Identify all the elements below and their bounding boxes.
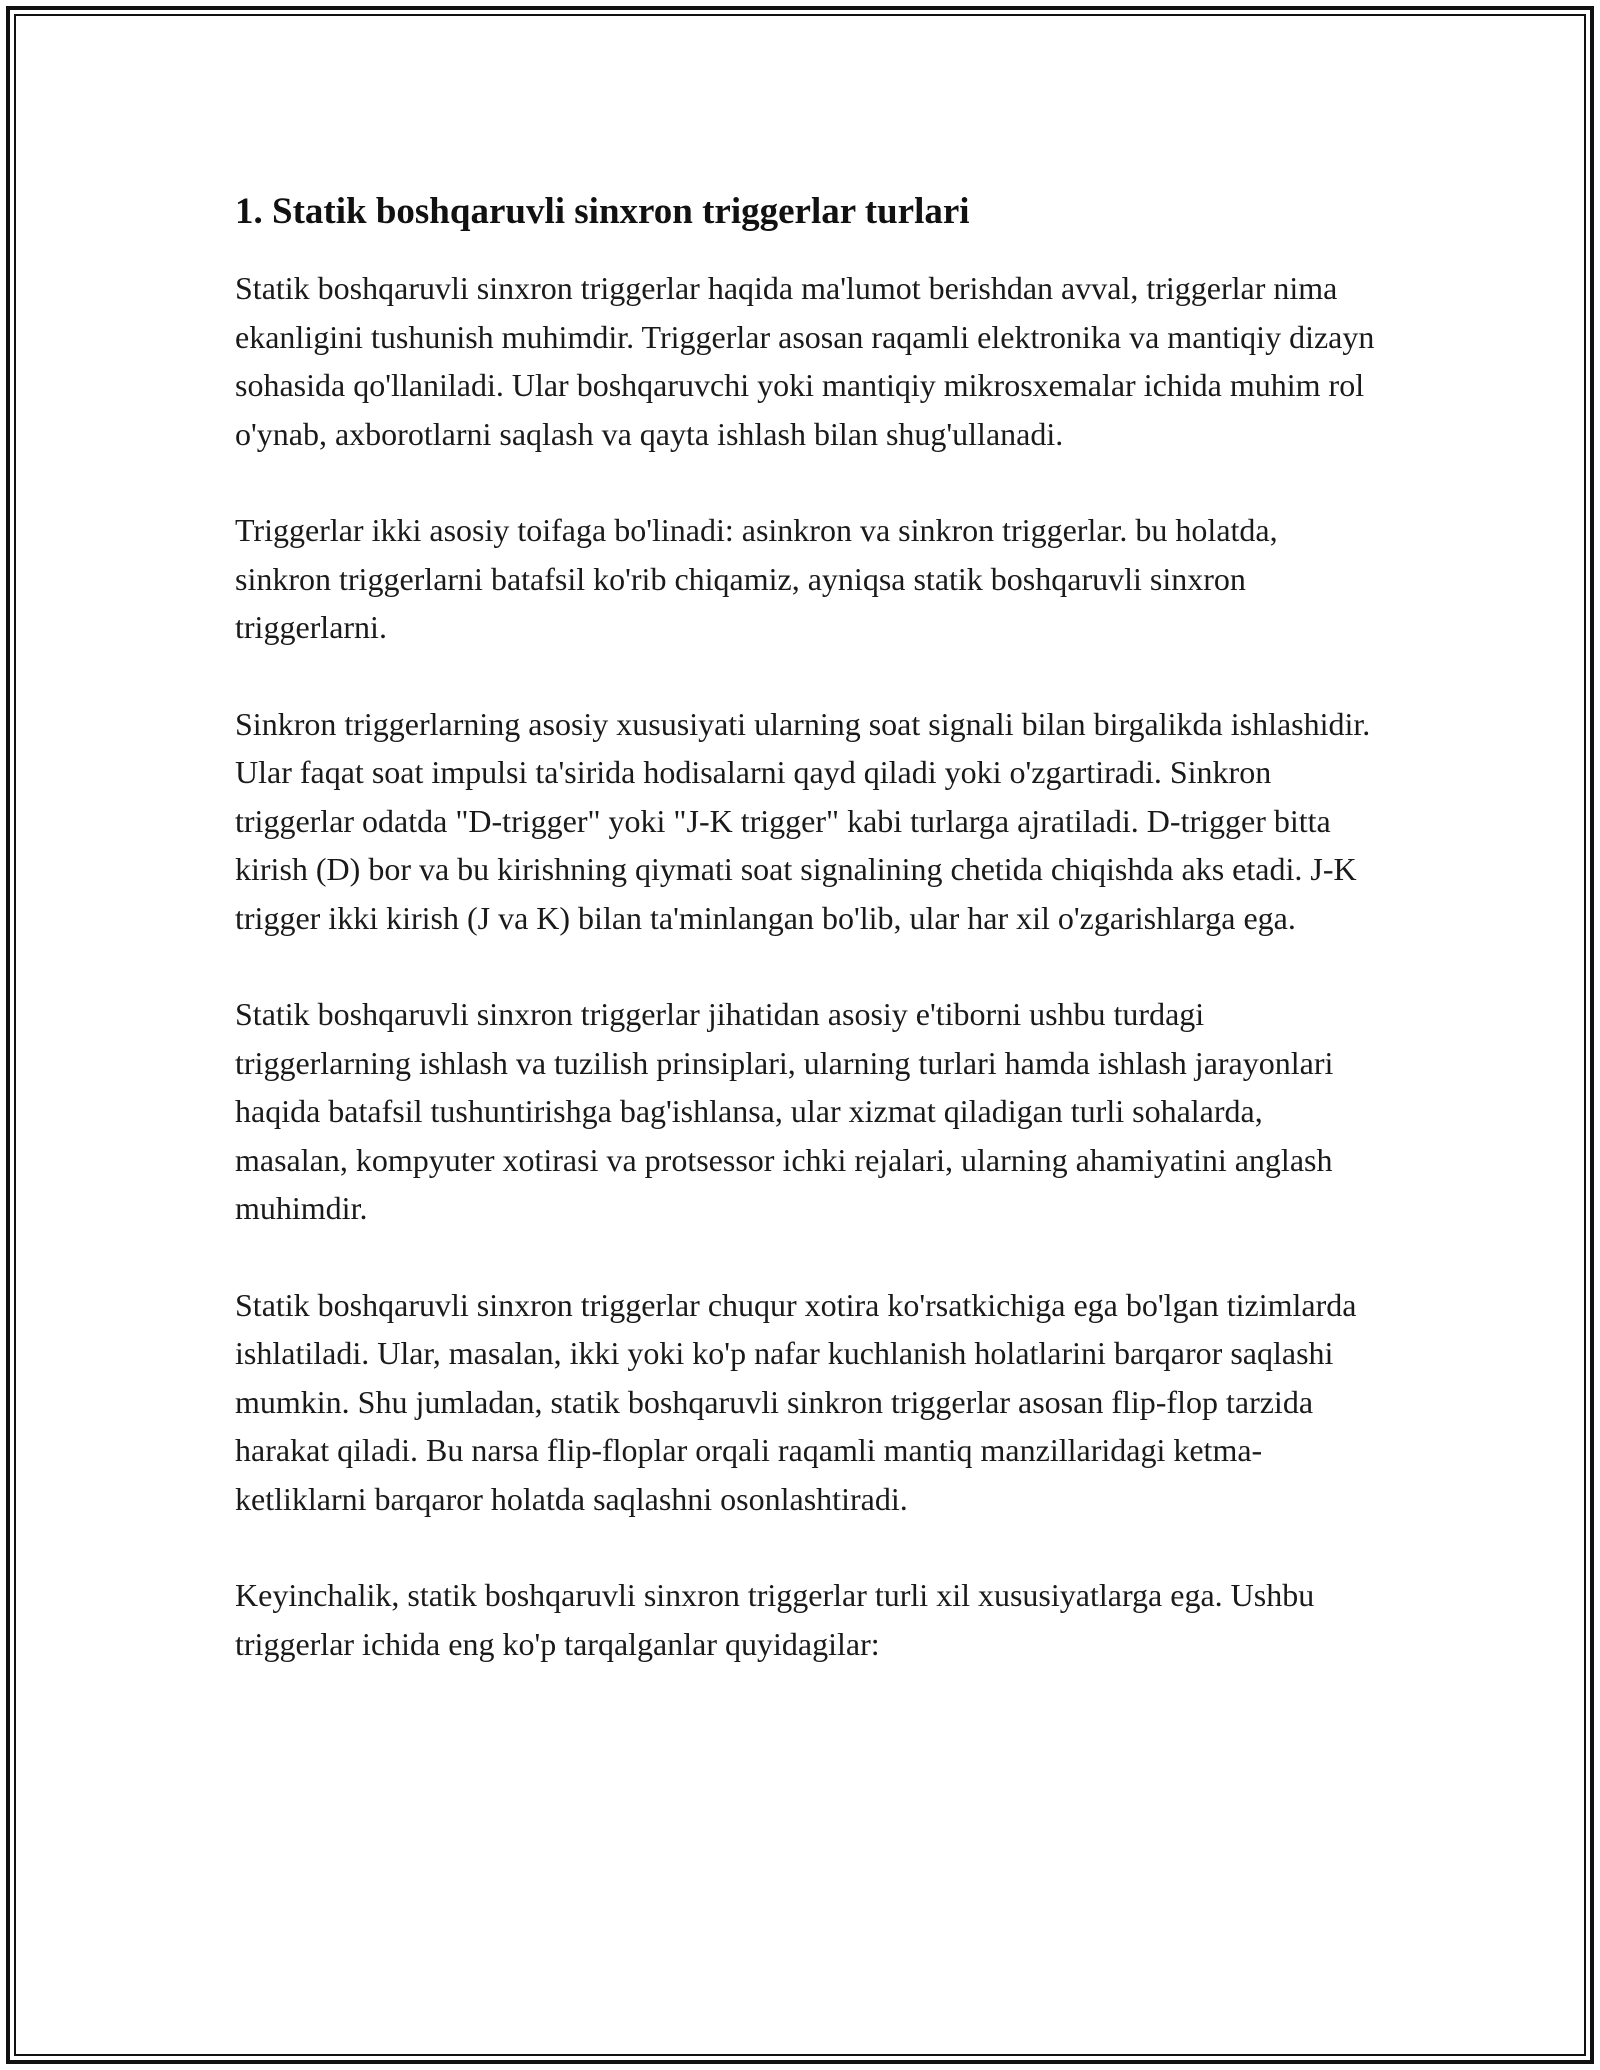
paragraph-conclusion: Keyinchalik, statik boshqaruvli sinxron triggerlar turli xil xususiyatlarga ega. Ushbu triggerlar ichida eng ko'p tarqalganlar quyidagilar: (235, 1577, 1315, 1662)
document-body (235, 188, 1375, 1716)
paragraph-categories: Triggerlar ikki asosiy toifaga bo'linadi: asinkron va sinkron triggerlar. bu holatda, sinkron triggerlarni batafsil ko'rib chiqamiz, ayniqsa statik boshqaruvli sinxron triggerlarni. (235, 512, 1278, 645)
paragraph-memory-usage: Statik boshqaruvli sinxron triggerlar chuqur xotira ko'rsatkichiga ega bo'lgan tizimlarda ishlatiladi. Ular, masalan, ikki yoki ko'p nafar kuchlanish holatlarini barqaror saqlashi mumkin. Shu jumladan, statik boshqaruvli sinkron triggerlar asosan flip-flop tarzida harakat qiladi. Bu narsa flip-floplar orqali raqamli mantiq manzillaridagi ketma-ketliklarni barqaror holatda saqlashni osonlashtiradi. (235, 1286, 1357, 1517)
section-heading: 1. Statik boshqaruvli sinxron triggerlar turlari (235, 191, 970, 232)
paragraph-static-focus: Statik boshqaruvli sinxron triggerlar jihatidan asosiy e'tiborni ushbu turdagi triggerlarning ishlash va tuzilish prinsiplari, ularning turlari hamda ishlash jarayonlari haqida batafsil tushuntirishga bag'ishlansa, ular xizmat qiladigan turli sohalarda, masalan, kompyuter xotirasi va protsessor ichki rejalari, ularning ahamiyatini anglash muhimdir. (235, 996, 1334, 1226)
paragraph-sync-triggers: Sinkron triggerlarning asosiy xususiyati ularning soat signali bilan birgalikda ishlashidir. Ular faqat soat impulsi ta'sirida hodisalarni qayd qiladi yoki o'zgartiradi. Sinkron triggerlar odatda "D-trigger" yoki "J-K trigger" kabi turlarga ajratiladi. D-trigger bitta kirish (D) bor va bu kirishning qiymati soat signalining chetida chiqishda aks etadi. J-K trigger ikki kirish (J va K) bilan ta'minlangan bo'lib, ular har xil o'zgarishlarga ega. (235, 705, 1371, 936)
paragraph-intro: Statik boshqaruvli sinxron triggerlar haqida ma'lumot berishdan avval, triggerlar nima ekanligini tushunish muhimdir. Triggerlar asosan raqamli elektronika va mantiqiy dizayn sohasida qo'llaniladi. Ular boshqaruvchi yoki mantiqiy mikrosxemalar ichida muhim rol o'ynab, axborotlarni saqlash va qayta ishlash bilan shug'ullanadi. (235, 270, 1375, 452)
